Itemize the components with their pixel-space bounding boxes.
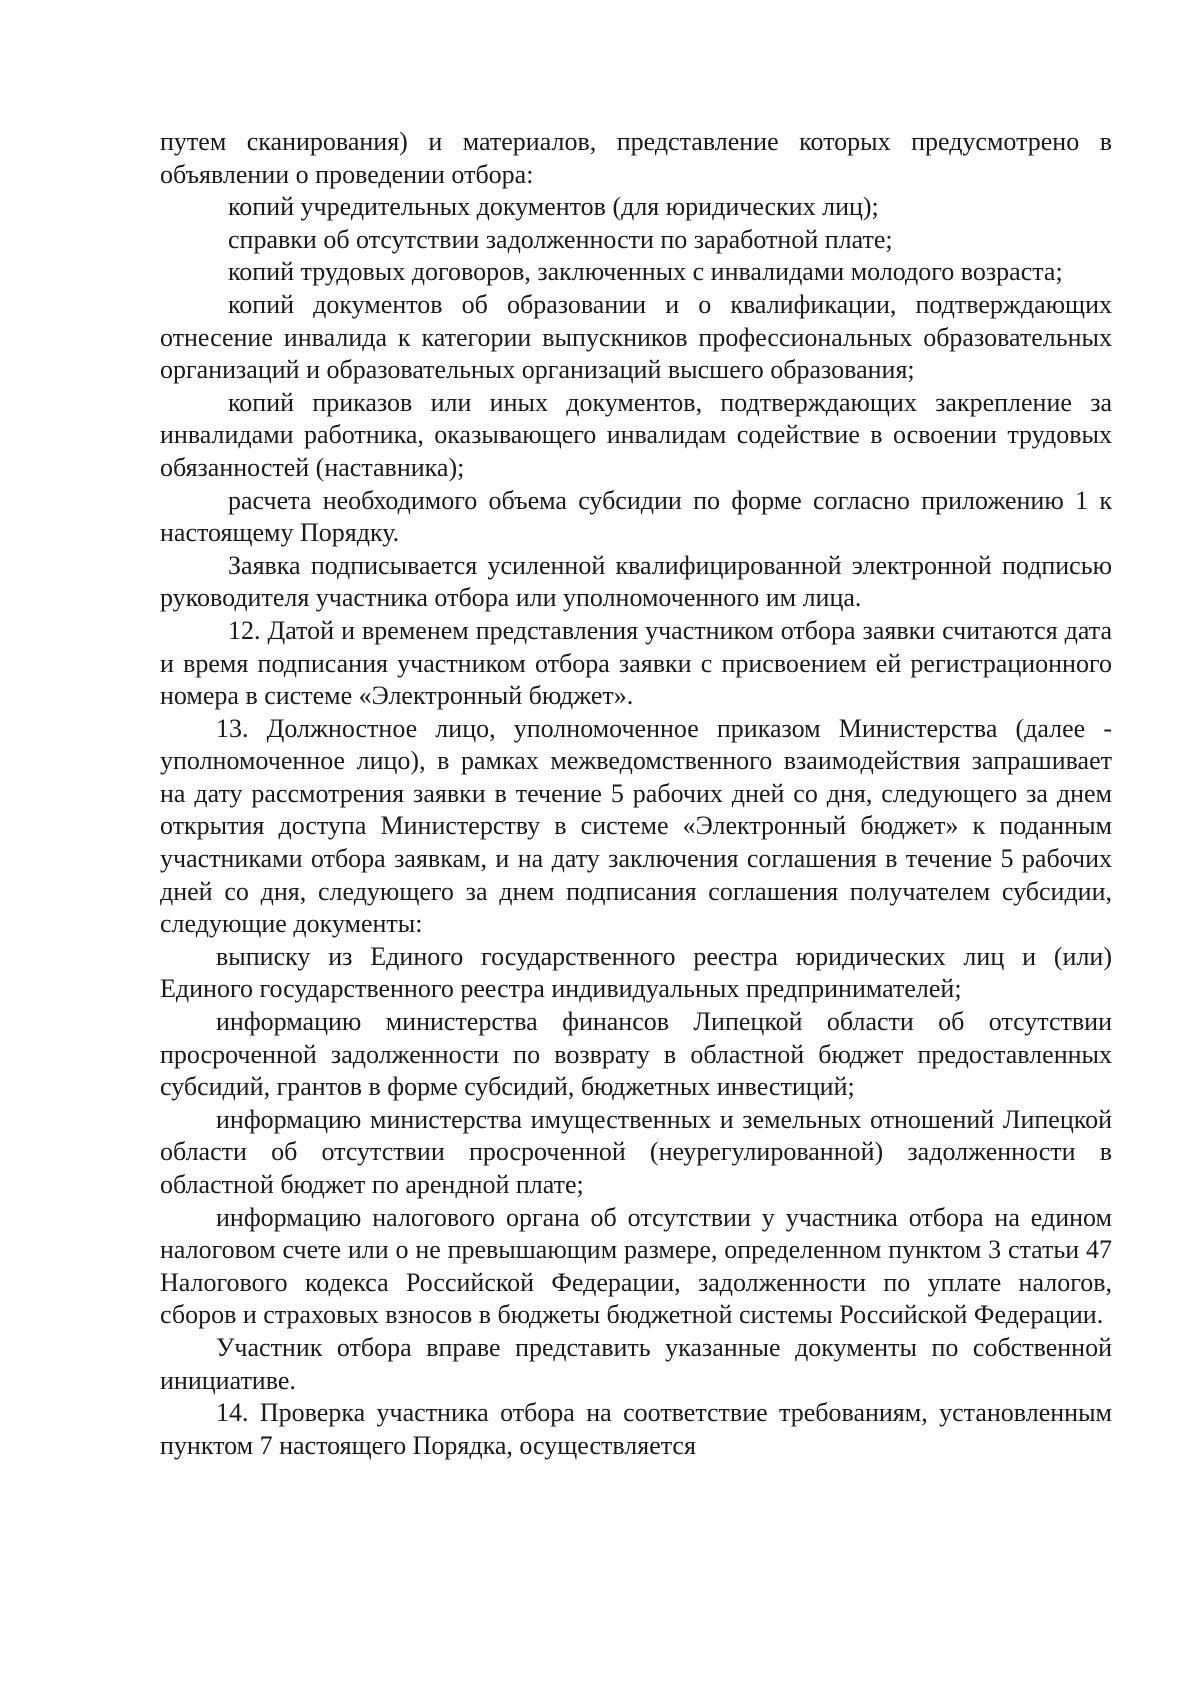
paragraph-13: 13. Должностное лицо, уполномоченное приказом Министерства (далее - уполномоченное лицо), в рамках межведомственного взаимодействия запрашивает на дату рассмотрения заявки в течение 5 рабочих дней со дня, следующего за днем открытия доступа Министерству в системе «Электронный бюджет» к поданным участниками отбора заявкам, и на дату заключения соглашения в течение 5 рабочих дней со дня, следующего за днем подписания соглашения получателем субсидии, следующие документы: xyxy=(160,713,1112,939)
list-item-mentor-orders: копий приказов или иных документов, подтверждающих закрепление за инвалидами работника, оказывающего инвалидам содействие в освоении трудовых обязанностей (наставника); xyxy=(160,387,1112,482)
paragraph-continuation: путем сканирования) и материалов, представление которых предусмотрено в объявлении о проведении отбора: xyxy=(160,127,1112,189)
list-item-education-documents: копий документов об образовании и о квалификации, подтверждающих отнесение инвалида к категории выпускников профессиональных образовательных организаций и образовательных организаций высшего образования; xyxy=(160,289,1112,385)
list-item-property-ministry-info: информацию министерства имущественных и земельных отношений Липецкой области об отсутствии просроченной (неурегулированной) задолженности в областной бюджет по арендной плате; xyxy=(160,1104,1112,1199)
list-item-labor-contracts: копий трудовых договоров, заключенных с инвалидами молодого возраста; xyxy=(228,257,1063,287)
list-item-founding-documents: копий учредительных документов (для юридических лиц); xyxy=(228,192,879,222)
list-item-salary-debt-certificate: справки об отсутствии задолженности по заработной плате; xyxy=(228,224,893,254)
list-item-tax-authority-info: информацию налогового органа об отсутствии у участника отбора на едином налоговом счете или о не превышающим размере, определенном пунктом 3 статьи 47 Налогового кодекса Российской Федерации, задолженности по уплате налогов, сборов и страховых взносов в бюджеты бюджетной системы Российской Федерации. xyxy=(160,1202,1112,1330)
paragraph-signature: Заявка подписывается усиленной квалифицированной электронной подписью руководителя участника отбора или уполномоченного им лица. xyxy=(160,550,1112,613)
list-item-subsidy-calculation: расчета необходимого объема субсидии по форме согласно приложению 1 к настоящему Порядку. xyxy=(160,485,1112,548)
paragraph-12: 12. Датой и временем представления участником отбора заявки считаются дата и время подписания участником отбора заявки с присвоением ей регистрационного номера в системе «Электронный бюджет». xyxy=(160,615,1112,711)
paragraph-14: 14. Проверка участника отбора на соответствие требованиям, установленным пунктом 7 настоящего Порядка, осуществляется xyxy=(160,1398,1112,1460)
paragraph-own-initiative: Участник отбора вправе представить указанные документы по собственной инициативе. xyxy=(160,1332,1112,1395)
list-item-finance-ministry-info: информацию министерства финансов Липецкой области об отсутствии просроченной задолженности по возврату в областной бюджет предоставленных субсидий, грантов в форме субсидий, бюджетных инвестиций; xyxy=(160,1007,1112,1102)
document-body xyxy=(160,126,1112,1462)
list-item-registry-extract: выписку из Единого государственного реестра юридических лиц и (или) Единого государственного реестра индивидуальных предпринимателей; xyxy=(160,941,1112,1004)
